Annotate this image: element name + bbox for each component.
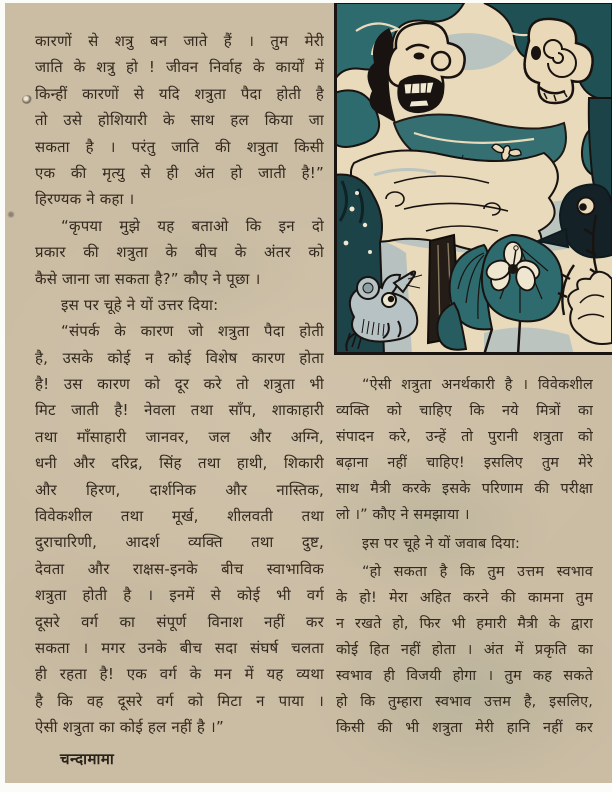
text-line: धनी और दरिद्र, सिंह तथा हाथी, शिकारी: [35, 454, 324, 473]
paragraph: [35, 292, 324, 318]
paragraph: [336, 531, 593, 557]
text-line: है, उसके कोई न कोई विशेष कारण होता: [35, 348, 324, 367]
text-line: ही रहता है! एक वर्ग के मन में यह व्यथा: [35, 665, 324, 684]
text-line: के हो! मेरा अहित करने की कामना तुम: [336, 589, 593, 606]
text-line: कैसे जाना जा सकता है?” कौए ने पूछा ।: [35, 269, 261, 288]
paragraph: [35, 213, 324, 292]
left-text-column: [35, 28, 324, 741]
text-line: किन्हीं कारणों से यदि शत्रुता पैदा होती है: [35, 84, 324, 103]
text-line: दूसरे वर्ग का संपूर्ण विनाश नहीं कर: [35, 612, 324, 631]
text-line: कारणों से शत्रु बन जाते हैं । तुम मेरी: [35, 32, 324, 50]
text-line: है कि वह दूसरे वर्ग को मिटा न पाया ।: [35, 691, 324, 710]
text-line: देवता और राक्षस-इनके बीच स्वाभाविक: [35, 559, 324, 578]
story-illustration: [334, 3, 612, 355]
text-line: किसी की भी शत्रुता मेरी हानि नहीं कर: [336, 720, 593, 737]
text-line: ऐसी शत्रुता का कोई हल नहीं है ।”: [35, 718, 224, 737]
text-line: मिट जाती है! नेवला तथा साँप, शाकाहारी: [35, 401, 324, 420]
text-line: विवेकशील तथा मूर्ख, शीलवती तथा: [35, 507, 324, 526]
text-line: है! उस कारण को दूर करे तो शत्रुता भी: [35, 375, 324, 394]
text-line: तथा माँसाहारी जानवर, जल और अग्नि,: [35, 427, 324, 446]
paragraph-continued: [35, 28, 324, 213]
text-line: “संपर्क के कारण जो शत्रुता पैदा होती: [61, 322, 324, 341]
paper-blemish: [22, 95, 32, 104]
text-line: व्यक्ति को चाहिए कि नये मित्रों का: [336, 403, 593, 420]
text-line: लो ।” कौए ने समझाया ।: [336, 507, 470, 524]
text-line: और हिरण, दार्शनिक और नास्तिक,: [35, 480, 324, 499]
text-line: प्रकार की शत्रुता के बीच के अंतर को: [35, 243, 324, 262]
text-line: “कृपया मुझे यह बताओ कि इन दो: [61, 216, 324, 235]
text-line: इस पर चूहे ने यों जवाब दिया:: [362, 535, 521, 552]
paragraph: [336, 559, 593, 742]
text-line: शत्रुता होती है । इनमें से कोई भी वर्ग: [35, 586, 324, 605]
text-line: सकता है । परंतु जाति की शत्रुता किसी: [35, 137, 324, 156]
text-line: सकता । मगर उनके बीच सदा संघर्ष चलता: [35, 638, 324, 657]
text-line: हो कि तुम्हारा स्वभाव उत्तम है, इसलिए,: [336, 694, 593, 711]
text-line: जाति के शत्रु हो ! जीवन निर्वाह के कार्यों में: [35, 58, 324, 77]
text-line: “ऐसी शत्रुता अनर्थकारी है । विवेकशील: [362, 377, 593, 393]
text-line: एक की मृत्यु से ही अंत हो जाती है!”: [35, 163, 324, 182]
text-line: बढ़ाना नहीं चाहिए! इसलिए तुम मेरे: [336, 455, 593, 472]
text-line: इस पर चूहे ने यों उत्तर दिया:: [61, 295, 219, 314]
text-line: संपादन करे, उन्हें तो पुरानी शत्रुता को: [336, 429, 593, 446]
text-line: साथ मैत्री करके इसके परिणाम की परीक्षा: [336, 481, 593, 498]
paper-blemish: [7, 211, 15, 218]
paragraph: [35, 318, 324, 740]
text-line: स्वभाव ही विजयी होगा । तुम कह सकते: [336, 668, 593, 685]
magazine-title-footer: चन्दामामा: [60, 750, 115, 768]
paper-background: [5, 3, 612, 783]
text-line: कोई हित नहीं होता । अंत में प्रकृति का: [336, 641, 593, 658]
text-line: न रखते हो, फिर भी हमारी मैत्री के द्वारा: [336, 615, 593, 632]
text-line: तो उसे होशियारी के साथ हल किया जा: [35, 111, 324, 130]
paragraph: [336, 372, 593, 529]
text-line: “हो सकता है कि तुम उत्तम स्वभाव: [362, 563, 593, 580]
text-line: दुराचारिणी, आदर्श व्यक्ति तथा दुष्ट,: [35, 533, 324, 552]
right-text-column: [336, 372, 593, 741]
text-line: हिरण्यक ने कहा ।: [35, 190, 135, 209]
